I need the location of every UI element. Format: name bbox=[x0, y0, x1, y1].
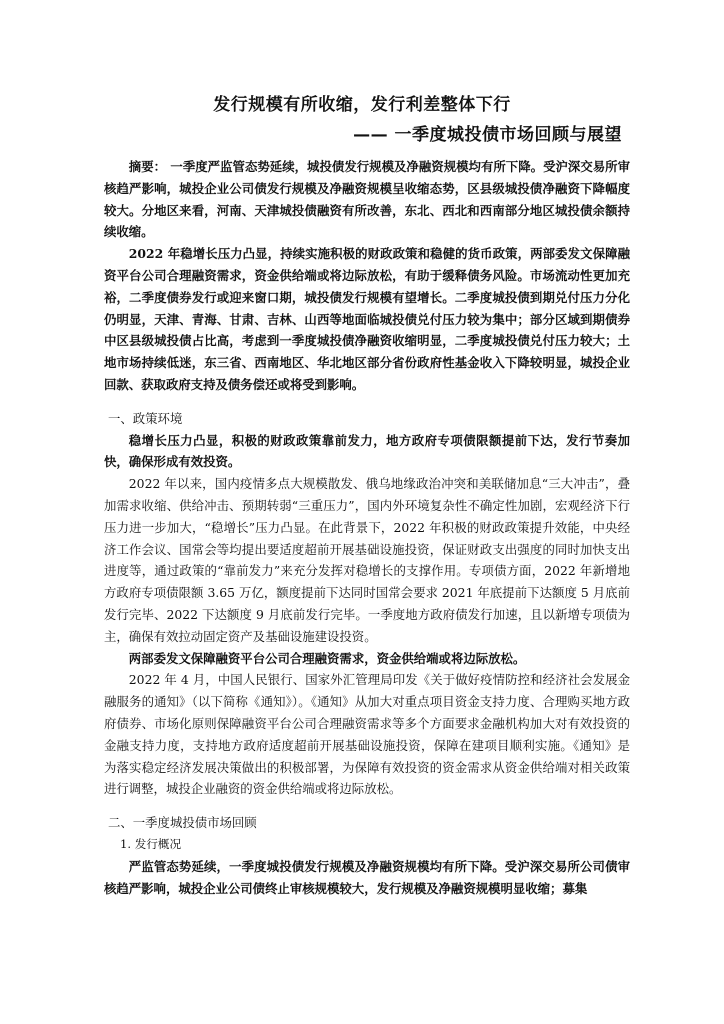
section-1-lead-2: 两部委发文保障融资平台公司合理融资需求，资金供给端或将边际放松。 bbox=[128, 650, 526, 666]
spacer bbox=[104, 396, 630, 408]
section-2-heading: 二、一季度城投债市场回顾 bbox=[108, 815, 257, 831]
section-1-heading: 一、政策环境 bbox=[108, 410, 183, 426]
abstract-paragraph-1: 摘要： 一季度严监管态势延续，城投债发行规模及净融资规模均有所下降。受沪深交易所审核趋严影响，城投企业公司债发行规模及净融资规模呈收缩态势，区县级城投债净融资下降幅度较大。分地区来看，河南、天津城投债融资有所改善，东北、西北和西南部分地区城投债余额持续收缩。 bbox=[104, 159, 630, 240]
section-2-subheading: 1. 发行概况 bbox=[120, 836, 182, 851]
document-title: 发行规模有所收缩，发行利差整体下行 bbox=[213, 95, 511, 115]
section-1-paragraph-1: 2022 年以来，国内疫情多点大规模散发、俄乌地缘政治冲突和美联储加息“三大冲击”，叠加需求收缩、供给冲击、预期转弱“三重压力”，国内外环境复杂性不确定性加剧，宏观经济下行压力进一步加大，“稳增长”压力凸显。在此背景下，2022 年积极的财政政策提升效能，中央经济工作会议、国常会等均提出要适度超前开展基础设施投资，保证财政支出强度的同时加快支出进度等，通过政策的“靠前发力”来充分发挥对稳增长的支撑作用。专项债方面，2022 年新增地方政府专项债限额 3.65 万亿，额度提前下达同时国常会要求 2021 年底提前下达额度 5 月底前发行完毕、2022 下达额度 9 月底前发行完毕。一季度地方政府债发行加速，且以新增专项债为主，确保有效拉动固定资产及基础设施建设投资。 bbox=[104, 476, 630, 644]
document-body bbox=[104, 156, 630, 899]
section-1-paragraph-2: 2022 年 4 月，中国人民银行、国家外汇管理局印发《关于做好疫情防控和经济社会发展金融服务的通知》（以下简称《通知》）。《通知》从加大对重点项目资金支持力度、合理购买地方政府债券、市场化原则保障融资平台公司合理融资需求等多个方面要求金融机构加大对有效投资的金融支持力度，支持地方政府适度超前开展基础设施投资，保障在建项目顺利实施。《通知》是为落实稳定经济发展决策做出的积极部署，为保障有效投资的资金需求从资金供给端对相关政策进行调整，城投企业融资的资金供给端或将边际放松。 bbox=[104, 672, 630, 797]
spacer bbox=[104, 800, 630, 812]
section-2-lead: 严监管态势延续，一季度城投债发行规模及净融资规模均有所下降。受沪深交易所公司债审核趋严影响，城投企业公司债终止审核规模较大，发行规模及净融资规模明显收缩；募集 bbox=[104, 858, 630, 896]
section-1-lead: 稳增长压力凸显，积极的财政政策靠前发力，地方政府专项债限额提前下达，发行节奏加快，确保形成有效投资。 bbox=[104, 432, 630, 470]
document-subtitle: —— 一季度城投债市场回顾与展望 bbox=[353, 125, 622, 145]
abstract-paragraph-2: 2022 年稳增长压力凸显，持续实施积极的财政政策和稳健的货币政策，两部委发文保障融资平台公司合理融资需求，资金供给端或将边际放松，有助于缓释债务风险。市场流动性更加充裕，二季度债券发行或迎来窗口期，城投债发行规模有望增长。二季度城投债到期兑付压力分化仍明显，天津、青海、甘肃、吉林、山西等地面临城投债兑付压力较为集中；部分区域到期债券中区县级城投债占比高，考虑到一季度城投债净融资收缩明显，二季度城投债兑付压力较大；土地市场持续低迷，东三省、西南地区、华北地区部分省份政府性基金收入下降较明显，城投企业回款、获取政府支持及债务偿还或将受到影响。 bbox=[104, 246, 630, 392]
